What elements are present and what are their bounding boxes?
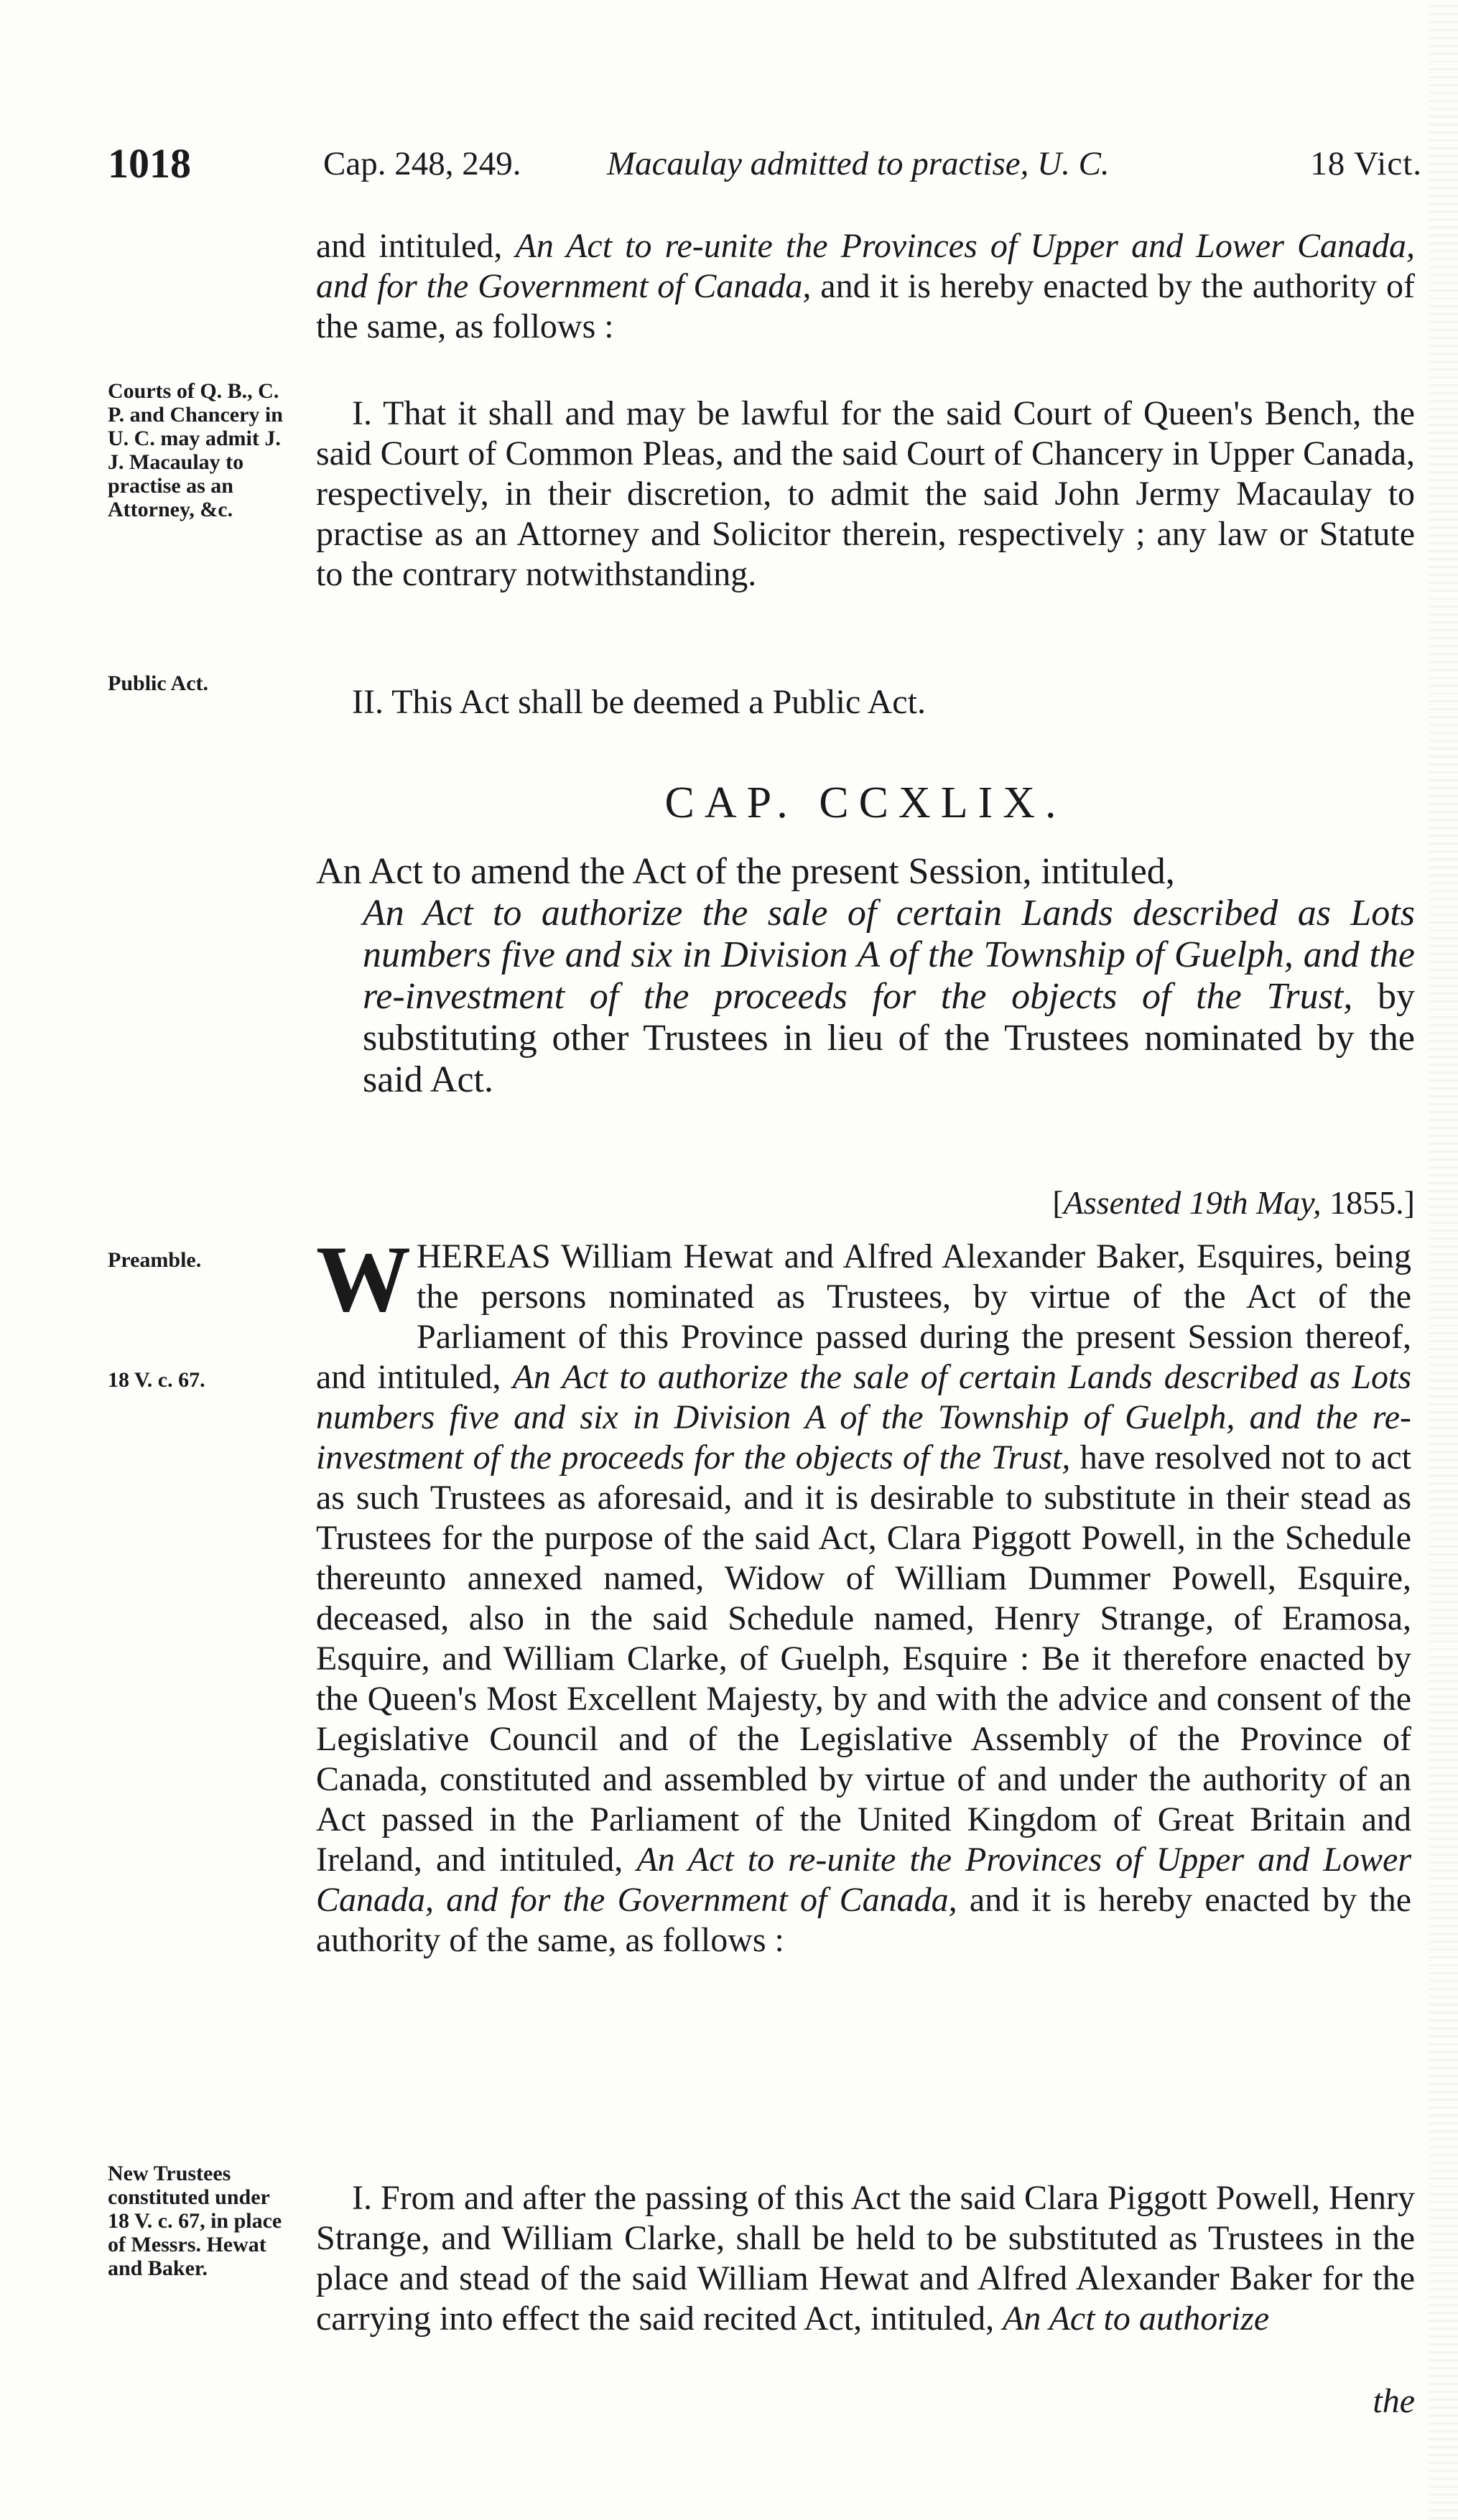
assent-italic: Assented 19th May, [1063, 1184, 1322, 1221]
header-chapter: Cap. 248, 249. [323, 145, 521, 182]
margin-note-new-trustees: New Trustees constituted under 18 V. c. 67, in place of Messrs. Hewat and Baker. [108, 2162, 282, 2280]
page-number: 1018 [108, 140, 191, 187]
margin-note-public-act: Public Act. [108, 671, 208, 695]
preamble-italic-2: An Act to re-unite the Provinces of Upper and Lower Canada, and for the Government of Canada, [316, 1841, 1411, 1919]
long-title [316, 851, 1415, 1101]
header-regnal-year: 18 Vict. [1310, 145, 1422, 182]
intro-italic: An Act to re-unite the Provinces of Upper and Lower Canada, and for the Government of Canada, [316, 227, 1415, 305]
intro-text-1: and intituled, [316, 227, 516, 265]
long-title-italic: An Act to authorize the sale of certain Lands described as Lots numbers five and six in Division A of the Township of Guelph, and the re-investment of the proceeds for the objects of the Trust, [363, 893, 1415, 1017]
intro-text-2: and it is hereby enacted by the authority of the same, as follows : [316, 267, 1416, 345]
preamble-paragraph [316, 1226, 1412, 1961]
preamble-text-2: have resolved not to act as such Trustees as aforesaid, and it is desirable to substitute in their stead as Trustees for the purpose of the said Act, Clara Piggott Powell, in the Schedule thereunto annexed named, Widow of William Dummer Powell, Esquire, deceased, also in the said Schedule named, Henry Strange, of Eramosa, Esquire, and William Clarke, of Guelph, Esquire : Be it therefore enacted by the Queen's Most Excellent Majesty, by and with the advice and consent of the Legislative Council and of the Legislative Assembly of the Province of Canada, constituted and assembled by virtue of and under the authority of an Act passed in the Parliament of the United Kingdom of Great Britain and Ireland, and intituled, [316, 1438, 1411, 1879]
long-title-text-2: by substituting other Trustees in lieu of the Trustees nominated by the said Act. [363, 976, 1415, 1100]
preamble-italic-1: An Act to authorize the sale of certain Lands described as Lots numbers five and six in Division A of the Township of Guelph, and the re-investment of the proceeds for the objects of the Trust, [316, 1358, 1412, 1477]
scan-edge-speckle [1429, 0, 1458, 2520]
long-title-continuation [316, 893, 1415, 1101]
section-new-1-italic: An Act to authorize [1003, 2300, 1270, 2338]
margin-note-statute-ref: 18 V. c. 67. [108, 1368, 205, 1392]
chapter-heading: CAP. CCXLIX. [664, 778, 1067, 827]
catchword: the [1373, 2382, 1415, 2420]
margin-note-section-1: Courts of Q. B., C. P. and Chancery in U. C. may admit J. J. Macaulay to practise as an Attorney, &c. [108, 379, 283, 521]
section-new-1-paragraph [316, 2178, 1415, 2339]
preamble-text-3: and it is hereby enacted by the authority of the same, as follows : [316, 1881, 1412, 1959]
drop-cap: W [316, 1226, 411, 1331]
assent-year: 1855.] [1321, 1184, 1415, 1221]
section-2-paragraph: II. This Act shall be deemed a Public Act. [352, 683, 926, 721]
running-header [108, 135, 1422, 192]
margin-note-preamble: Preamble. [108, 1248, 202, 1272]
section-1-paragraph: I. That it shall and may be lawful for the said Court of Queen's Bench, the said Court of Common Pleas, and the said Court of Chancery in Upper Canada, respectively, in their discretion, to admit the said John Jermy Macaulay to practise as an Attorney and Solicitor therein, respectively ; any law or Statute to the contrary notwithstanding. [316, 394, 1415, 593]
assent-date [1052, 1184, 1415, 1222]
intro-paragraph [316, 226, 1415, 347]
section-new-1-text: I. From and after the passing of this Act the said Clara Piggott Powell, Henry Strange, and William Clarke, shall be held to be substituted as Trustees in the place and stead of the said William Hewat and Alfred Alexander Baker for the carrying into effect the said recited Act, intituled, [316, 2179, 1415, 2338]
preamble-text-1: HEREAS William Hewat and Alfred Alexander Baker, Esquires, being the persons nominated as Trustees, by virtue of the Act of the Parliament of this Province passed during the present Session thereof, and intituled, [316, 1237, 1411, 1396]
long-title-line-1: An Act to amend the Act of the present Session, intituled, [316, 851, 1175, 892]
header-title: Macaulay admitted to practise, U. C. [607, 145, 1110, 182]
assent-bracket: [ [1052, 1184, 1064, 1221]
